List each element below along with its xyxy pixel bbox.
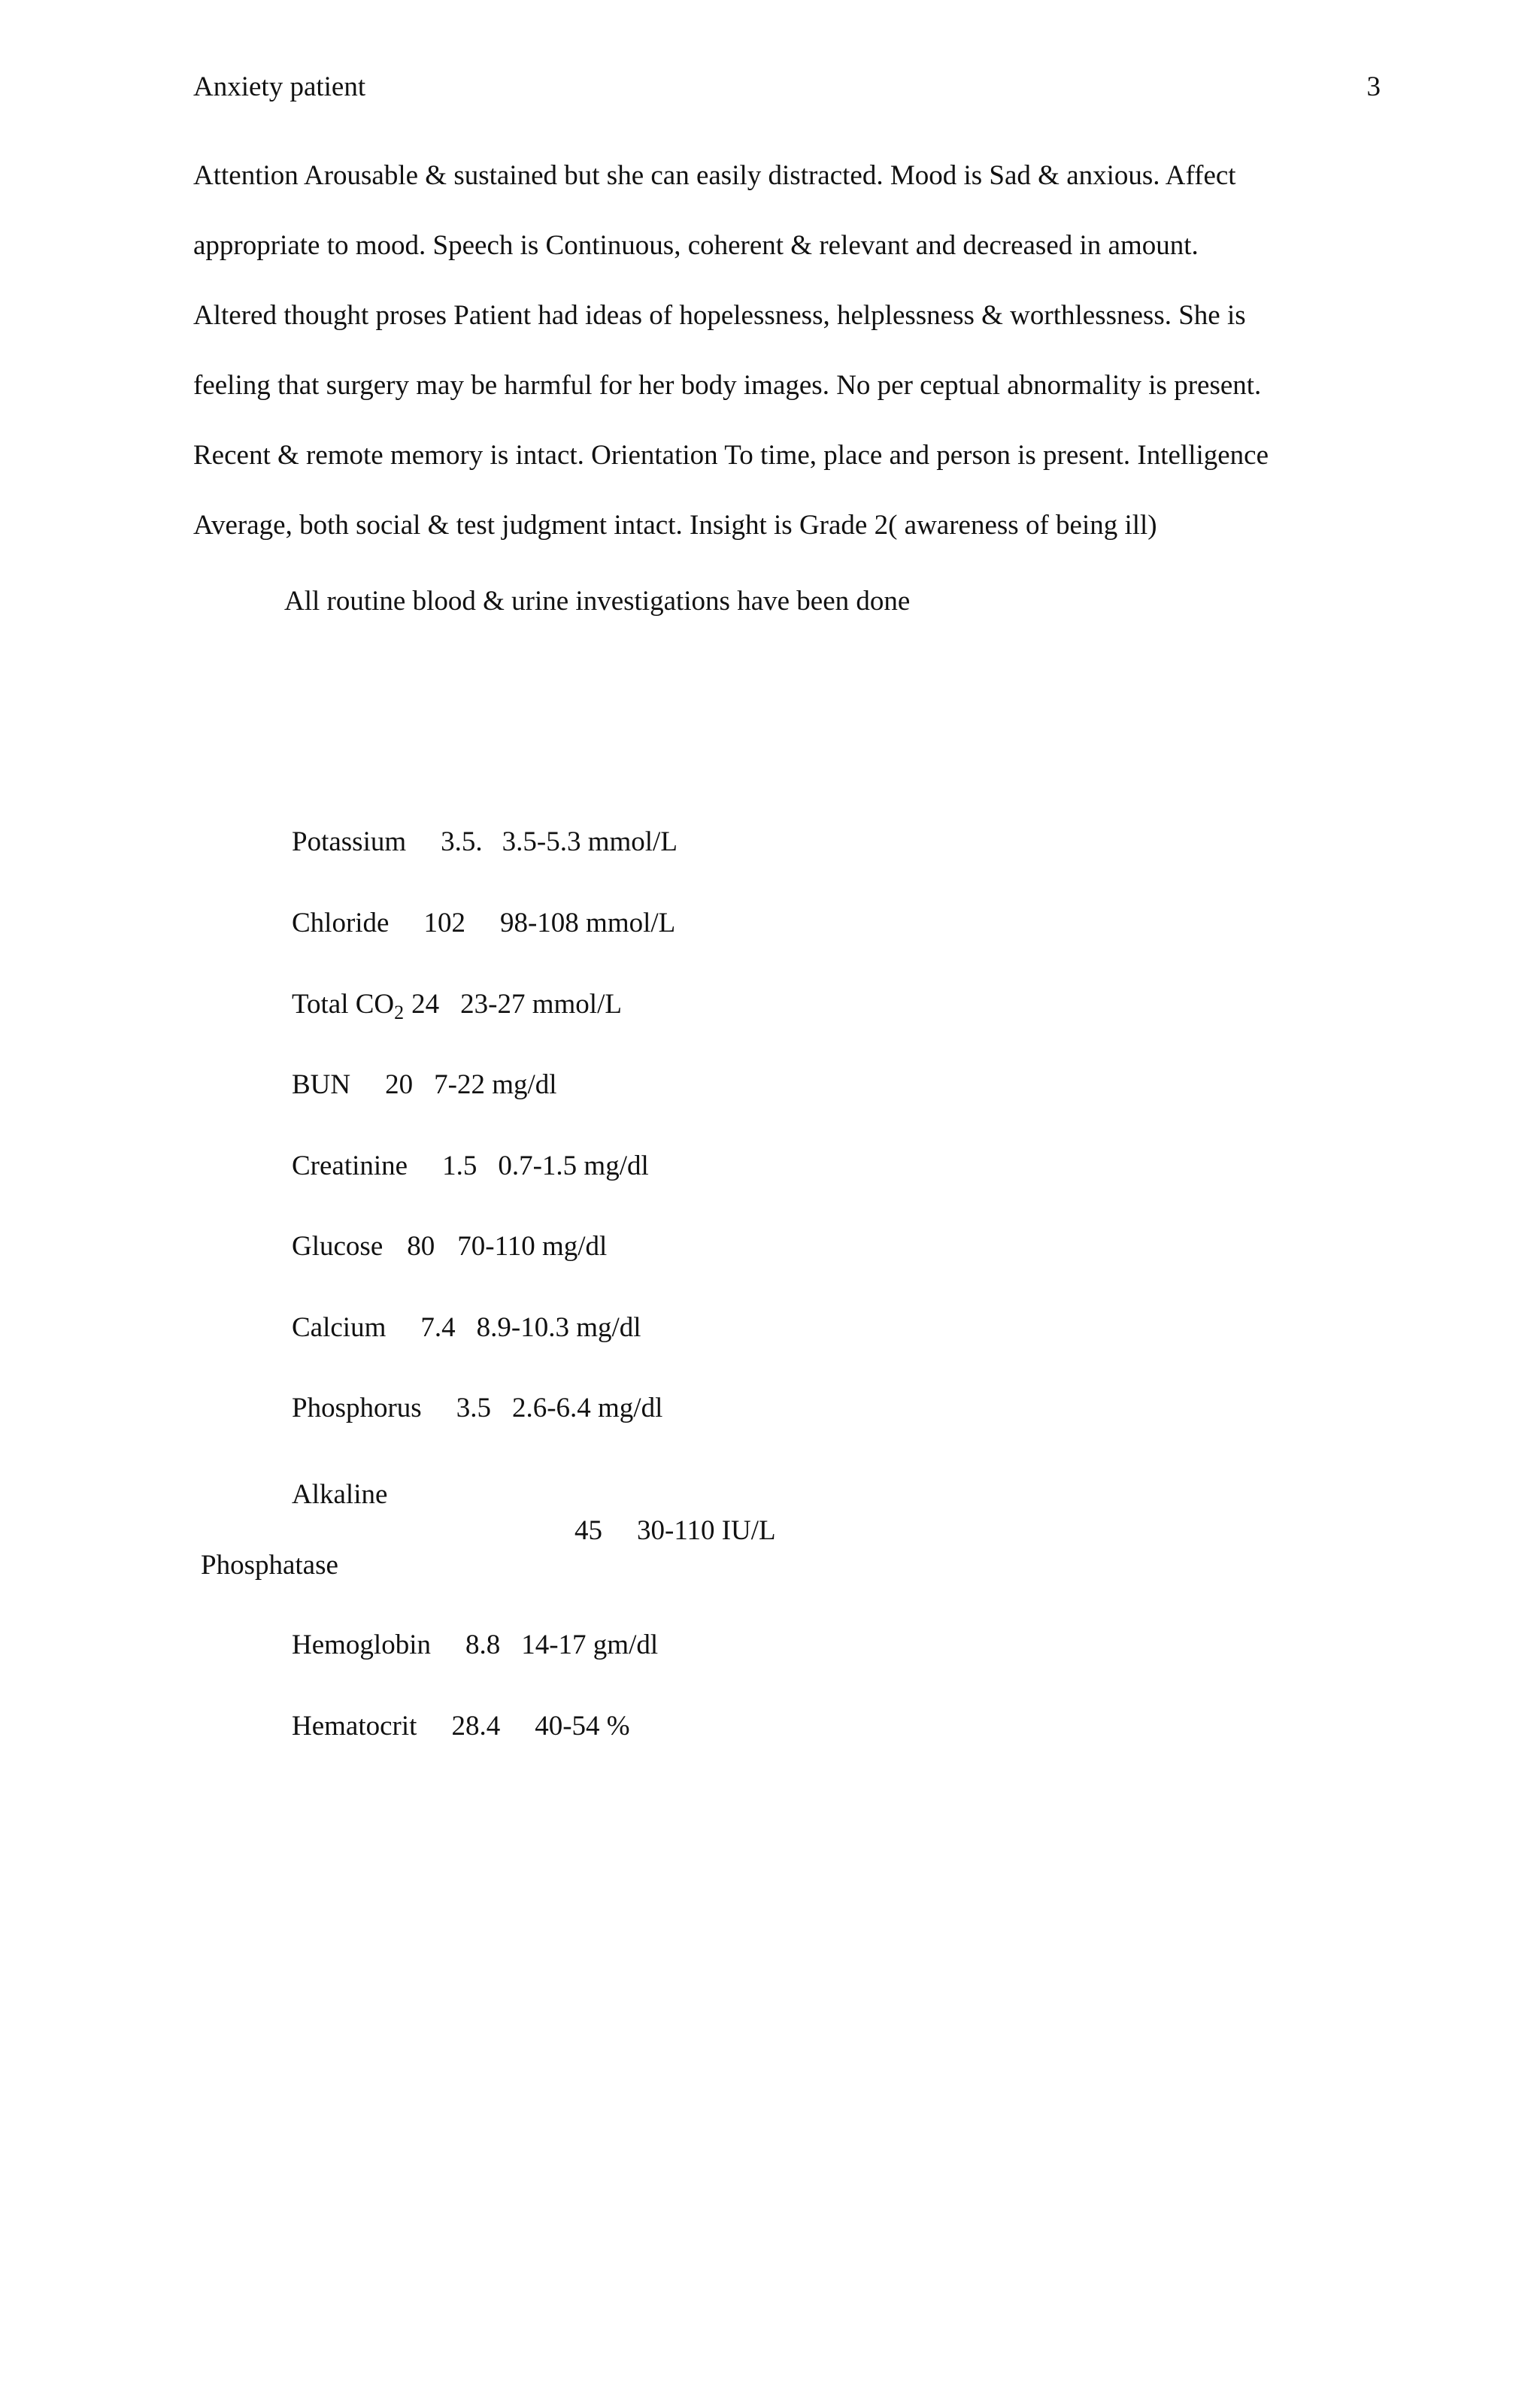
investigations-note: All routine blood & urine investigations have been done: [284, 586, 911, 617]
lab-range: 70-110 mg/dl: [457, 1231, 608, 1262]
lab-row-glucose: [292, 1229, 607, 1265]
paragraph-line: Altered thought proses Patient had ideas of hopelessness, helplessness & worthlessness. She is: [193, 300, 1246, 331]
lab-name: Hematocrit: [292, 1711, 417, 1742]
lab-value: 8.8: [465, 1629, 501, 1660]
lab-value: 80: [407, 1231, 435, 1262]
lab-range: 40-54 %: [535, 1711, 630, 1742]
lab-name: Total CO: [292, 989, 395, 1020]
lab-name: Calcium: [292, 1312, 387, 1343]
lab-value: 1.5: [442, 1150, 477, 1181]
lab-range: 14-17 gm/dl: [521, 1629, 659, 1660]
lab-name-phosphatase: Phosphatase: [201, 1550, 338, 1581]
mental-status-paragraph: [193, 158, 1381, 578]
lab-value: 28.4: [451, 1711, 501, 1742]
lab-value: 24: [411, 989, 440, 1020]
lab-name: Creatinine: [292, 1150, 408, 1181]
lab-row-calcium: [292, 1310, 641, 1346]
lab-range: 30-110 IU/L: [637, 1515, 776, 1546]
lab-name: Potassium: [292, 826, 407, 857]
running-header-title: Anxiety patient: [193, 71, 366, 102]
paragraph-line: feeling that surgery may be harmful for her body images. No per ceptual abnormality is present.: [193, 370, 1262, 401]
lab-value: 3.5.: [441, 826, 483, 857]
lab-range: 2.6-6.4 mg/dl: [511, 1393, 663, 1423]
paragraph-line: Recent & remote memory is intact. Orientation To time, place and person is present. Intelligence: [193, 440, 1269, 471]
lab-row-hemoglobin: [292, 1627, 658, 1663]
lab-value: 20: [385, 1069, 414, 1100]
paragraph-line: appropriate to mood. Speech is Continuous, coherent & relevant and decreased in amount.: [193, 230, 1199, 261]
lab-row-hematocrit: [292, 1708, 630, 1745]
lab-row-creatinine: [292, 1148, 649, 1184]
lab-range: 7-22 mg/dl: [434, 1069, 557, 1100]
paragraph-line: Average, both social & test judgment intact. Insight is Grade 2( awareness of being ill): [193, 510, 1157, 541]
lab-row-bun: [292, 1067, 557, 1103]
lab-name: Glucose: [292, 1231, 383, 1262]
lab-row-total-co2: [292, 987, 622, 1031]
lab-row-phosphorus: [292, 1390, 662, 1426]
lab-range: 23-27 mmol/L: [460, 989, 622, 1020]
lab-row-alkaline-phosphatase: [574, 1513, 776, 1549]
lab-range: 98-108 mmol/L: [499, 908, 676, 938]
paragraph-line: Attention Arousable & sustained but she can easily distracted. Mood is Sad & anxious. Affect: [193, 160, 1236, 191]
lab-name-alkaline: Alkaline: [292, 1479, 388, 1510]
lab-row-chloride: [292, 905, 675, 941]
lab-range: 8.9-10.3 mg/dl: [476, 1312, 641, 1343]
lab-name: Phosphorus: [292, 1393, 422, 1423]
lab-range: 3.5-5.3 mmol/L: [502, 826, 678, 857]
page-number: 3: [1366, 71, 1381, 102]
lab-value: 7.4: [420, 1312, 456, 1343]
lab-row-potassium: [292, 824, 678, 860]
lab-name: BUN: [292, 1069, 351, 1100]
lab-name-subscript: 2: [394, 1002, 405, 1023]
lab-range: 0.7-1.5 mg/dl: [498, 1150, 649, 1181]
lab-value: 45: [574, 1515, 602, 1546]
lab-value: 102: [423, 908, 465, 938]
lab-name: Chloride: [292, 908, 390, 938]
lab-name: Hemoglobin: [292, 1629, 431, 1660]
lab-value: 3.5: [456, 1393, 491, 1423]
